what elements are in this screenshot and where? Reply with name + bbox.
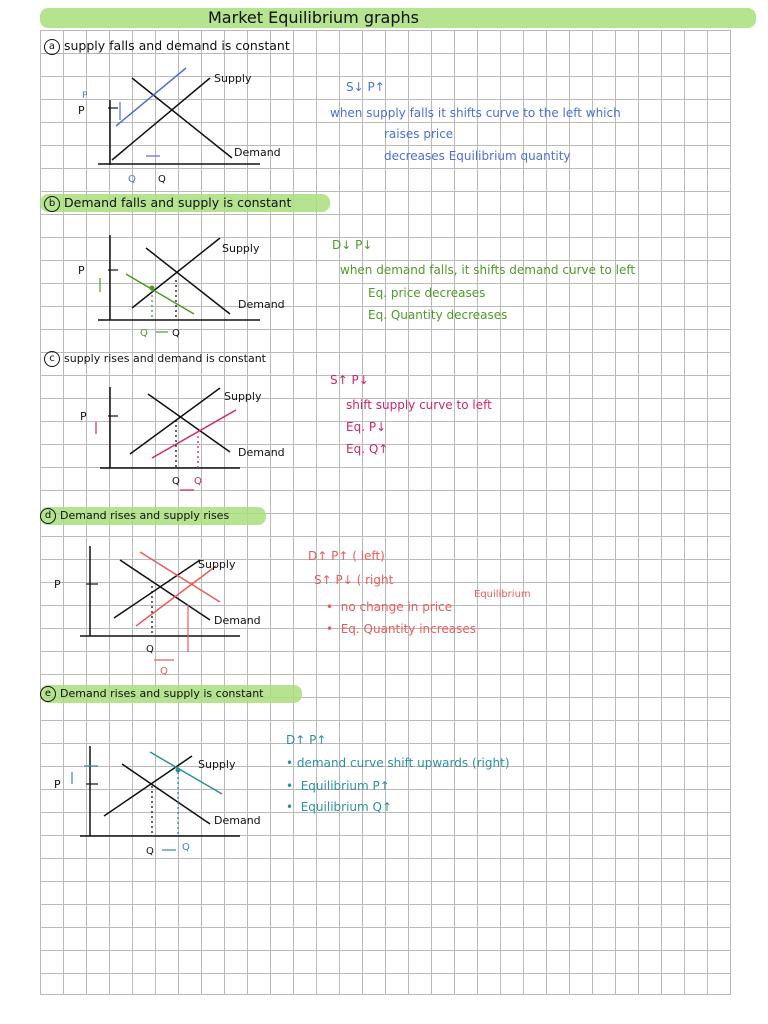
section-e-note-1: D↑ P↑ — [286, 733, 327, 747]
section-e-heading-text: Demand rises and supply is constant — [60, 687, 264, 700]
graph-e-demand-label: Demand — [214, 814, 261, 827]
graph-c-q-label: Q — [172, 476, 180, 487]
section-a-heading — [44, 38, 290, 55]
section-b-note-4: Eq. Quantity decreases — [368, 308, 508, 322]
section-e-badge: e — [40, 686, 56, 702]
graph-c-supply-label: Supply — [224, 390, 262, 403]
graph-c-demand-curve — [148, 394, 230, 452]
section-c-note-3: Eq. P↓ — [346, 420, 387, 434]
graph-c-new-supply-curve — [152, 410, 236, 458]
graph-e — [50, 742, 290, 862]
graph-b-supply-label: Supply — [222, 242, 260, 255]
graph-e-q-label: Q — [146, 846, 154, 857]
section-b-heading-text: Demand falls and supply is constant — [64, 195, 292, 210]
page-title: Market Equilibrium graphs — [208, 8, 419, 27]
graph-a-demand-label: Demand — [234, 146, 281, 159]
section-d-heading — [40, 508, 229, 524]
section-c-badge: c — [44, 351, 60, 367]
graph-e-supply-label: Supply — [198, 758, 236, 771]
section-a-heading-text: supply falls and demand is constant — [64, 38, 290, 53]
graph-d-demand-label: Demand — [214, 614, 261, 627]
graph-c-demand-label: Demand — [238, 446, 285, 459]
graph-a-p-new-label: P — [82, 91, 88, 101]
section-c-note-2: shift supply curve to left — [346, 398, 492, 412]
section-d-note-2: S↑ P↓ ( right — [314, 573, 394, 587]
graph-b-q-new-label: Q — [140, 328, 148, 339]
section-e-heading — [40, 686, 263, 702]
graph-a-demand-curve — [132, 78, 232, 158]
section-e-note-4-text: Equilibrium Q↑ — [300, 800, 393, 814]
graph-b-new-equilibrium — [150, 286, 155, 291]
graph-a-new-supply-curve — [116, 68, 186, 126]
section-c-heading — [44, 351, 266, 367]
section-c-note-1: S↑ P↓ — [330, 373, 369, 387]
graph-b-p-label: P — [78, 264, 85, 277]
graph-b-new-demand-curve — [126, 274, 194, 314]
graph-c-q-new-label: Q — [194, 476, 202, 487]
section-d-badge: d — [40, 508, 56, 524]
section-c-heading-text: supply rises and demand is constant — [64, 352, 266, 365]
graph-c — [70, 382, 310, 497]
section-a-note-2: when supply falls it shifts curve to the left which — [330, 106, 621, 120]
graph-a-q-label: Q — [158, 174, 166, 185]
graph-d-supply-label: Supply — [198, 558, 236, 571]
graph-d — [50, 542, 290, 677]
graph-d-q-label: Q — [146, 644, 154, 655]
section-a-badge: a — [44, 39, 60, 55]
section-b-note-1: D↓ P↓ — [332, 238, 373, 252]
graph-a — [70, 60, 300, 190]
graph-e-supply-curve — [104, 756, 192, 816]
graph-a-supply-curve — [112, 78, 210, 160]
graph-d-supply-curve — [114, 560, 200, 618]
section-e-note-4: • Equilibrium Q↑ — [286, 800, 393, 814]
section-a-note-1: S↓ P↑ — [346, 80, 385, 94]
graph-c-p-label: P — [80, 410, 87, 423]
graph-e-p-label: P — [54, 778, 61, 791]
section-d-note-5: • Eq. Quantity increases — [326, 622, 477, 636]
section-e-note-2: • demand curve shift upwards (right) — [286, 756, 510, 770]
graph-b-demand-label: Demand — [238, 298, 285, 311]
graph-e-q-new-label: Q — [182, 842, 190, 853]
graph-d-demand-curve — [120, 560, 210, 620]
graph-b — [70, 230, 310, 345]
graph-d-p-label: P — [54, 578, 61, 591]
section-d-note-4-text: no change in price — [340, 600, 453, 614]
section-e-note-2-text: demand curve shift upwards (right) — [296, 756, 510, 770]
graph-b-q-label: Q — [172, 328, 180, 339]
section-d-note-3: Equilibrium — [474, 589, 531, 600]
section-b-heading — [44, 195, 291, 212]
section-c-note-4: Eq. Q↑ — [346, 442, 389, 456]
graph-e-new-equilibrium — [176, 768, 181, 773]
graph-a-p-label: P — [78, 104, 85, 117]
section-a-note-3: raises price — [384, 127, 454, 141]
section-d-note-5-text: Eq. Quantity increases — [340, 622, 477, 636]
graph-a-supply-label: Supply — [214, 72, 252, 85]
graph-d-q-new-label: Q — [160, 666, 168, 677]
section-e-note-3-text: Equilibrium P↑ — [300, 779, 390, 793]
section-e-note-3: • Equilibrium P↑ — [286, 779, 390, 793]
section-d-heading-text: Demand rises and supply rises — [60, 509, 230, 522]
section-d-note-1: D↑ P↑ ( left) — [308, 549, 385, 563]
section-b-badge: b — [44, 196, 60, 212]
graph-a-q-new-label: Q — [128, 174, 136, 185]
graph-b-demand-curve — [146, 248, 230, 314]
section-b-note-3: Eq. price decreases — [368, 286, 486, 300]
section-a-note-4: decreases Equilibrium quantity — [384, 149, 571, 163]
section-b-note-2: when demand falls, it shifts demand curve to left — [340, 263, 636, 277]
graph-b-supply-curve — [132, 238, 220, 308]
section-d-note-4: • no change in price — [326, 600, 453, 614]
